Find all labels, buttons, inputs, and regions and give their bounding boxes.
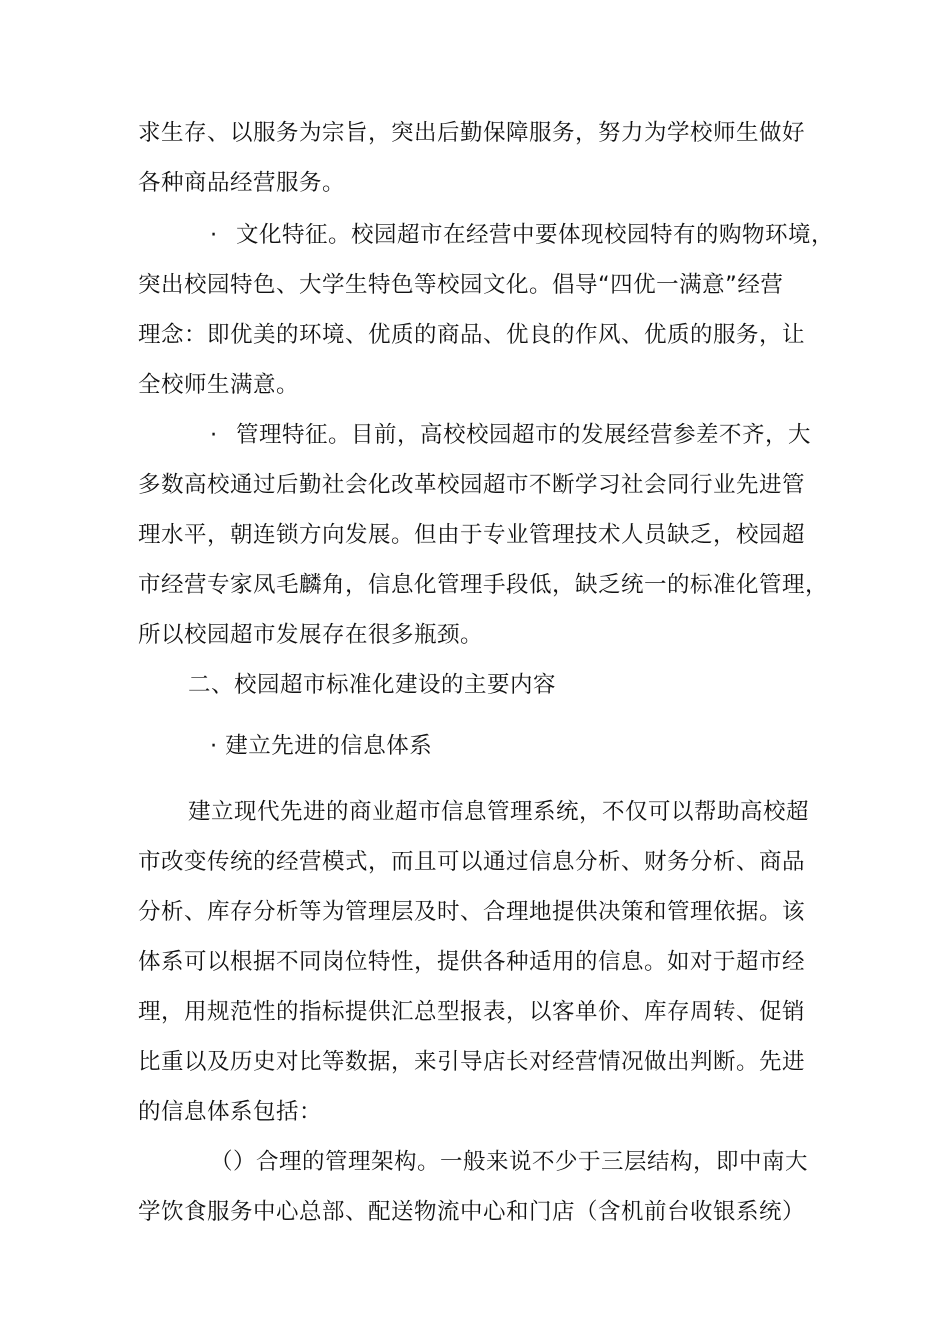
sub-heading: · 建立先进的信息体系 xyxy=(210,733,433,759)
paragraph-2-line-2: 突出校园特色、大学生特色等校园文化。倡导“四优一满意”经营 xyxy=(138,272,784,298)
paragraph-4-line-1: 建立现代先进的商业超市信息管理系统，不仅可以帮助高校超 xyxy=(188,799,810,825)
paragraph-1-line-1: 求生存、以服务为宗旨，突出后勤保障服务，努力为学校师生做好 xyxy=(138,120,806,146)
paragraph-3-line-4: 市经营专家凤毛麟角，信息化管理手段低，缺乏统一的标准化管理， xyxy=(138,572,829,598)
paragraph-3-line-2: 多数高校通过后勤社会化改革校园超市不断学习社会同行业先进管 xyxy=(138,472,806,498)
paragraph-1-line-2: 各种商品经营服务。 xyxy=(138,170,346,196)
paragraph-2-line-3: 理念：即优美的环境、优质的商品、优良的作风、优质的服务，让 xyxy=(138,322,806,348)
section-heading: 二、校园超市标准化建设的主要内容 xyxy=(188,672,557,698)
paragraph-4-line-2: 市改变传统的经营模式，而且可以通过信息分析、财务分析、商品 xyxy=(138,849,806,875)
paragraph-5-line-2: 学饮食服务中心总部、配送物流中心和门店（含机前台收银系统） xyxy=(138,1199,806,1225)
paragraph-3-text: 管理特征。目前，高校校园超市的发展经营参差不齐，大 xyxy=(236,422,812,448)
paragraph-4-line-5: 理，用规范性的指标提供汇总型报表，以客单价、库存周转、促销 xyxy=(138,999,806,1025)
bullet-marker: · xyxy=(210,222,218,248)
paragraph-2-line-1 xyxy=(210,220,834,250)
paragraph-3-line-5: 所以校园超市发展存在很多瓶颈。 xyxy=(138,622,484,648)
paragraph-5-line-1: （）合理的管理架构。一般来说不少于三层结构，即中南大 xyxy=(210,1149,809,1175)
paragraph-4-line-6: 比重以及历史对比等数据，来引导店长对经营情况做出判断。先进 xyxy=(138,1049,806,1075)
paragraph-2-text: 文化特征。校园超市在经营中要体现校园特有的购物环境， xyxy=(236,222,835,248)
bullet-marker: · xyxy=(210,422,218,448)
paragraph-3-line-3: 理水平，朝连锁方向发展。但由于专业管理技术人员缺乏，校园超 xyxy=(138,522,806,548)
paragraph-3-line-1 xyxy=(210,420,811,450)
paragraph-4-line-3: 分析、库存分析等为管理层及时、合理地提供决策和管理依据。该 xyxy=(138,899,806,925)
paragraph-4-line-7: 的信息体系包括： xyxy=(138,1099,323,1125)
paragraph-4-line-4: 体系可以根据不同岗位特性，提供各种适用的信息。如对于超市经 xyxy=(138,949,806,975)
paragraph-2-line-4: 全校师生满意。 xyxy=(138,372,300,398)
